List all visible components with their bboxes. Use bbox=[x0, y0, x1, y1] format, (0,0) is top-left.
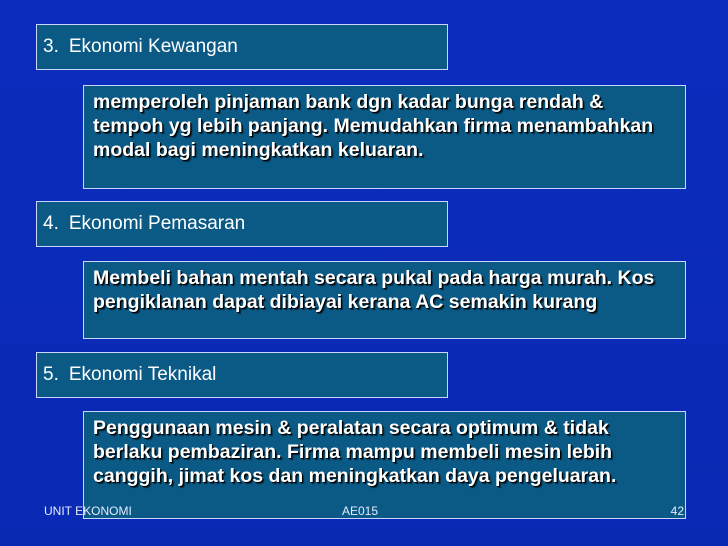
footer-unit-label: UNIT EKONOMI bbox=[44, 504, 132, 518]
heading-ekonomi-pemasaran bbox=[36, 201, 448, 247]
heading-ekonomi-kewangan bbox=[36, 24, 448, 70]
body-ekonomi-teknikal: Penggunaan mesin & peralatan secara optimum & tidak berlaku pembaziran. Firma mampu membeli mesin lebih canggih, jimat kos dan meningkatkan daya pengeluaran. bbox=[83, 411, 686, 519]
heading-ekonomi-teknikal bbox=[36, 352, 448, 398]
heading-title: Ekonomi Pemasaran bbox=[68, 213, 246, 234]
body-ekonomi-kewangan: memperoleh pinjaman bank dgn kadar bunga rendah & tempoh yg lebih panjang. Memudahkan firma menambahkan modal bagi meningkatkan keluaran. bbox=[83, 85, 686, 189]
heading-number: 5. bbox=[43, 364, 59, 385]
footer-course-code: AE015 bbox=[342, 504, 379, 518]
heading-title: Ekonomi Kewangan bbox=[68, 36, 238, 57]
footer-page-number: 42 bbox=[670, 504, 684, 518]
heading-title: Ekonomi Teknikal bbox=[68, 364, 217, 385]
body-ekonomi-pemasaran: Membeli bahan mentah secara pukal pada harga murah. Kos pengiklanan dapat dibiayai kerana AC semakin kurang bbox=[83, 261, 686, 339]
heading-number: 4. bbox=[43, 213, 59, 234]
heading-number: 3. bbox=[43, 36, 59, 57]
